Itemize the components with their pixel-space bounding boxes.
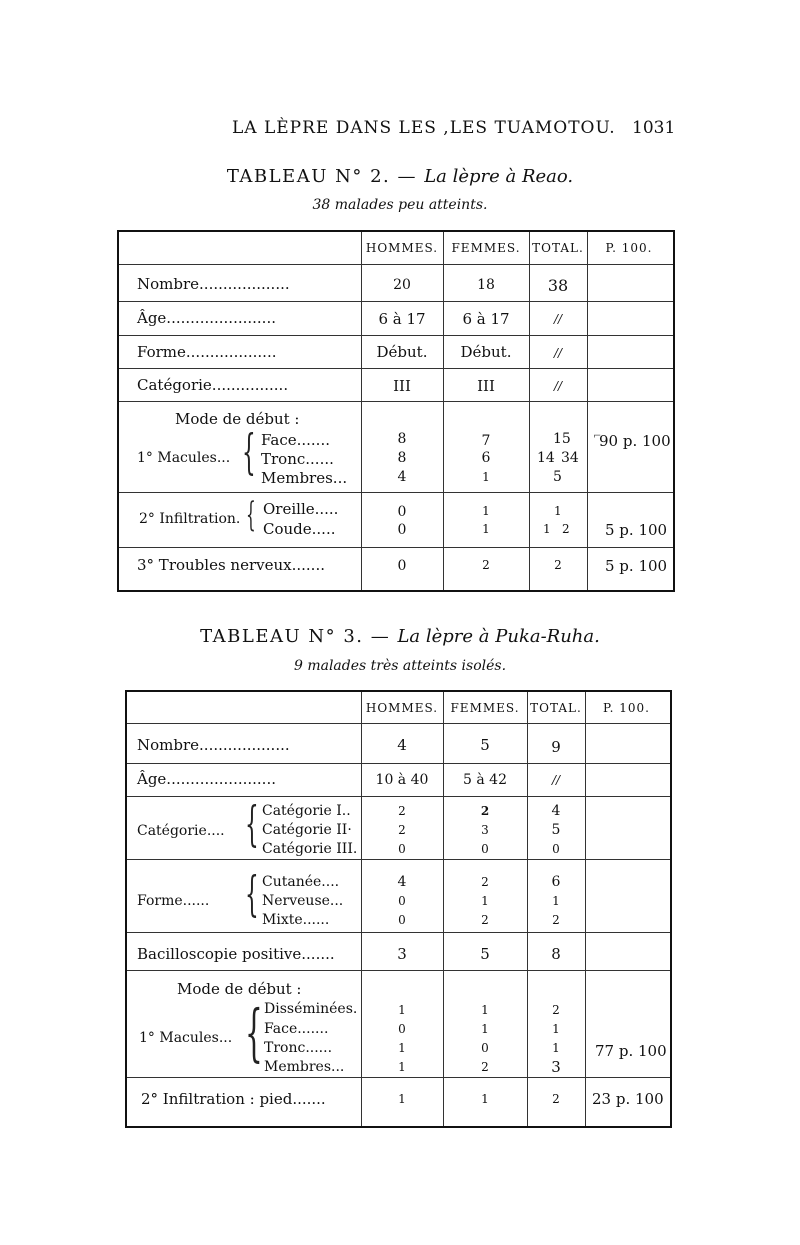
- t3-forme-t: 1: [552, 894, 560, 908]
- t2-troubles-h: 0: [397, 558, 407, 574]
- t3-hline: [127, 723, 670, 724]
- t2-inf-oreille-f: 1: [482, 504, 490, 518]
- t2-age-total: //: [553, 312, 563, 326]
- t3-hline: [127, 763, 670, 764]
- t2-hline: [119, 335, 673, 336]
- t3-bacillo-f: 5: [480, 945, 490, 963]
- t3-nombre-total: 9: [551, 738, 561, 756]
- table2: [117, 230, 675, 592]
- t3-hline: [127, 859, 670, 860]
- t2-row-forme-label: Forme...................: [137, 343, 277, 361]
- t2-row-nombre-label: Nombre...................: [137, 275, 290, 293]
- t3-cat-h: 2: [398, 804, 406, 818]
- table3-subtitle: 9 malades très atteints isolés.: [293, 658, 507, 674]
- t3-inf-pct: 23 p. 100: [592, 1090, 664, 1108]
- t2-troubles-pct: 5 p. 100: [605, 557, 668, 575]
- t2-forme-femmes: Début.: [460, 343, 512, 361]
- t3-col-femmes: FEMMES.: [450, 701, 520, 715]
- t2-col-pct: P. 100.: [605, 241, 653, 255]
- t2-age-hommes: 6 à 17: [378, 310, 426, 328]
- t2-inf-oreille-h: 0: [397, 504, 407, 520]
- t3-macules-brace: {: [245, 996, 263, 1069]
- t3-forme-row-label: Cutanée....: [262, 874, 340, 890]
- t3-col-hommes: HOMMES.: [365, 701, 439, 715]
- t2-mac-face-h: 8: [397, 431, 407, 447]
- t2-mac-tronc-label: Tronc......: [261, 450, 334, 468]
- t3-forme-brace: {: [245, 866, 259, 922]
- t3-col-total: TOTAL.: [530, 701, 582, 715]
- t3-age-femmes: 5 à 42: [463, 772, 507, 788]
- t3-cat-h: 2: [398, 823, 406, 837]
- t3-bacillo-label: Bacilloscopie positive.......: [137, 945, 335, 963]
- table2-caption-title: La lèpre à Reao.: [424, 166, 574, 187]
- t3-mac-f: 1: [481, 1003, 489, 1017]
- t2-mac-tronc-f: 6: [481, 450, 491, 466]
- t3-forme-row-label: Mixte......: [262, 912, 330, 928]
- t2-hline: [119, 301, 673, 302]
- t2-mac-tronc-t: 14: [537, 450, 555, 466]
- t3-mac-t: 3: [551, 1058, 561, 1076]
- running-title: LA LÈPRE DANS LES ,LES TUAMOTOU.: [232, 118, 616, 138]
- t3-cat-h: 0: [398, 842, 406, 856]
- t2-col-hommes: HOMMES.: [365, 241, 439, 255]
- t3-forme-t: 2: [552, 913, 560, 927]
- t3-mac-h: 1: [398, 1003, 406, 1017]
- t2-macules-brace: {: [242, 424, 256, 480]
- t2-mac-membres-t: 5: [553, 469, 562, 485]
- t2-mac-tronc-h: 8: [397, 450, 407, 466]
- t3-mac-h: 0: [398, 1022, 406, 1036]
- t3-forme-label: Forme......: [137, 893, 210, 909]
- t3-mac-t: 1: [552, 1022, 560, 1036]
- t3-forme-f: 1: [481, 894, 489, 908]
- t3-bacillo-h: 3: [397, 945, 407, 963]
- t3-cat-t: 0: [552, 842, 560, 856]
- t3-categorie-brace: {: [245, 796, 259, 852]
- page-number: 1031: [632, 118, 676, 138]
- t2-nombre-hommes: 20: [393, 277, 411, 293]
- t3-forme-t: 6: [551, 874, 561, 890]
- t3-mac-row-label: Disséminées.: [264, 1001, 358, 1017]
- t2-troubles-t: 2: [554, 558, 562, 572]
- t2-inf-coude-t: 1: [543, 522, 551, 536]
- t3-forme-row-label: Nerveuse...: [262, 893, 344, 909]
- t3-mac-f: 0: [481, 1041, 489, 1055]
- t2-infiltration-label: 2° Infiltration.: [139, 511, 241, 527]
- table3-caption-label: TABLEAU N° 3. —: [200, 626, 398, 647]
- t3-mac-f: 2: [481, 1060, 489, 1074]
- t2-macules-label: 1° Macules...: [137, 450, 231, 466]
- t2-forme-total: //: [553, 346, 563, 360]
- t3-row-nombre-label: Nombre...................: [137, 736, 290, 754]
- t2-hline: [119, 492, 673, 493]
- t2-inf-coude-h: 0: [397, 522, 407, 538]
- t3-cat-f: 0: [481, 842, 489, 856]
- t2-mac-sum: 34: [561, 450, 579, 466]
- t3-hline: [127, 932, 670, 933]
- t2-hline: [119, 401, 673, 402]
- t3-categorie-label: Catégorie....: [137, 823, 225, 839]
- t2-infiltration-brace: {: [246, 495, 256, 535]
- table3-caption: [0, 626, 800, 647]
- t2-troubles-f: 2: [482, 558, 490, 572]
- t3-forme-h: 0: [398, 913, 406, 927]
- t2-inf-oreille-label: Oreille.....: [263, 500, 339, 518]
- t3-macules-label: 1° Macules...: [139, 1030, 233, 1046]
- t2-age-femmes: 6 à 17: [462, 310, 510, 328]
- table3: [125, 690, 672, 1128]
- t2-row-categorie-label: Catégorie................: [137, 376, 289, 394]
- t2-mac-pct: 90 p. 100: [599, 432, 671, 450]
- t2-row-age-label: Âge.......................: [137, 309, 276, 327]
- t2-nombre-femmes: 18: [477, 277, 495, 293]
- t2-inf-pct: 5 p. 100: [605, 521, 668, 539]
- t3-cat-t: 4: [551, 803, 561, 819]
- table2-caption: [0, 166, 800, 187]
- t3-vline: [585, 692, 586, 1126]
- t2-mac-face-label: Face.......: [261, 431, 330, 449]
- t3-mac-h: 1: [398, 1060, 406, 1074]
- t2-mode-debut-label: Mode de début :: [175, 410, 300, 428]
- t3-inf-t: 2: [552, 1092, 560, 1106]
- t2-pct-bracket-mark: ⌐: [593, 431, 602, 442]
- t2-col-femmes: FEMMES.: [451, 241, 521, 255]
- t3-age-hommes: 10 à 40: [375, 772, 429, 788]
- t2-cat-total: //: [553, 379, 563, 393]
- t3-mode-debut-label: Mode de début :: [177, 980, 302, 998]
- t2-vline: [587, 232, 588, 590]
- running-head: [0, 118, 800, 142]
- table3-caption-title: La lèpre à Puka-Ruha.: [397, 626, 600, 647]
- t2-inf-coude-f: 1: [482, 522, 490, 536]
- t2-inf-sum: 2: [562, 522, 570, 536]
- t2-forme-hommes: Début.: [376, 343, 428, 361]
- t2-inf-coude-label: Coude.....: [263, 520, 336, 538]
- t3-forme-h: 4: [397, 874, 407, 890]
- t3-inf-h: 1: [398, 1092, 406, 1106]
- t3-mac-row-label: Face.......: [264, 1021, 329, 1037]
- t2-mac-membres-h: 4: [397, 469, 407, 485]
- t2-mac-face-f: 7: [481, 433, 491, 449]
- t3-cat-t: 5: [551, 822, 561, 838]
- t2-inf-oreille-t: 1: [554, 504, 562, 518]
- t3-forme-f: 2: [481, 913, 489, 927]
- t2-cat-hommes: III: [393, 377, 411, 395]
- t3-cat-f: 2: [480, 804, 490, 818]
- table2-caption-label: TABLEAU N° 2. —: [226, 166, 425, 187]
- t3-hline: [127, 796, 670, 797]
- t3-forme-h: 0: [398, 894, 406, 908]
- t2-nombre-total: 38: [547, 276, 569, 295]
- t2-troubles-label: 3° Troubles nerveux.......: [137, 556, 325, 574]
- t2-hline: [119, 264, 673, 265]
- t2-mac-face-t: 15: [553, 431, 571, 447]
- t3-row-age-label: Âge.......................: [137, 770, 276, 788]
- t2-hline: [119, 547, 673, 548]
- t3-infiltration-label: 2° Infiltration : pied.......: [141, 1090, 326, 1108]
- table2-subtitle: 38 malades peu atteints.: [312, 197, 488, 213]
- t2-col-total: TOTAL.: [532, 241, 584, 255]
- t3-nombre-femmes: 5: [480, 736, 490, 754]
- t3-hline: [127, 970, 670, 971]
- t3-inf-f: 1: [481, 1092, 489, 1106]
- t3-cat-row-label: Catégorie III.: [262, 841, 358, 857]
- t3-mac-h: 1: [398, 1041, 406, 1055]
- t2-hline: [119, 368, 673, 369]
- t3-mac-row-label: Tronc......: [264, 1040, 333, 1056]
- t3-cat-f: 3: [481, 823, 489, 837]
- t3-nombre-hommes: 4: [397, 736, 407, 754]
- t3-bacillo-t: 8: [551, 945, 561, 963]
- t3-mac-pct: 77 p. 100: [595, 1042, 667, 1060]
- t3-forme-f: 2: [481, 875, 489, 889]
- t2-cat-femmes: III: [477, 377, 495, 395]
- t3-mac-t: 2: [552, 1003, 560, 1017]
- t3-age-total: //: [551, 773, 561, 787]
- t3-col-pct: P. 100.: [603, 701, 650, 715]
- t2-mac-membres-label: Membres...: [261, 469, 348, 487]
- t3-mac-row-label: Membres...: [264, 1059, 345, 1075]
- t2-mac-membres-f: 1: [482, 470, 490, 484]
- t3-hline: [127, 1077, 670, 1078]
- t3-mac-t: 1: [552, 1041, 560, 1055]
- t3-cat-row-label: Catégorie II·: [262, 822, 352, 838]
- t3-mac-f: 1: [481, 1022, 489, 1036]
- t3-cat-row-label: Catégorie I..: [262, 803, 351, 819]
